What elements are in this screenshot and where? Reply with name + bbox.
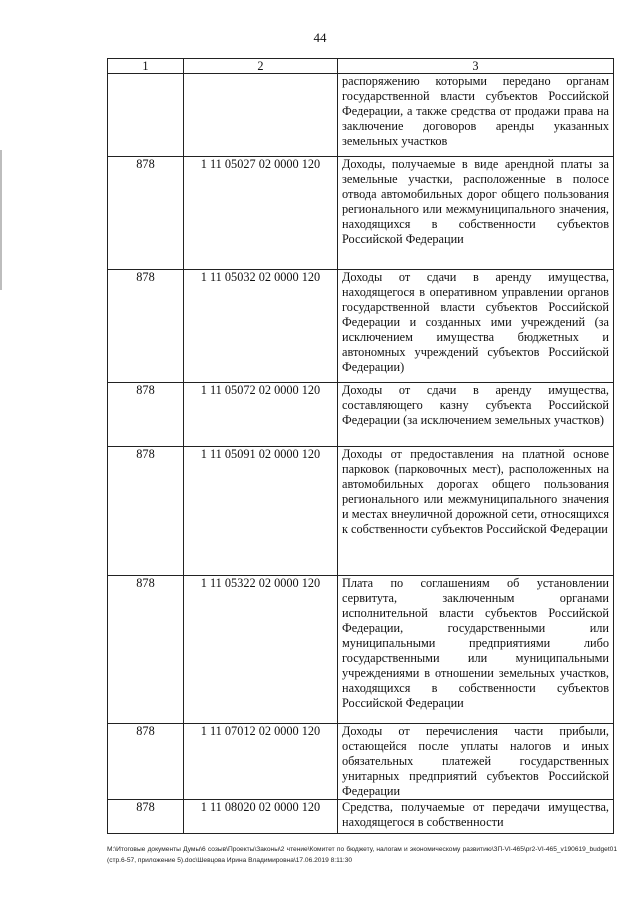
revenue-description-cell: Доходы от предоставления на платной основе парковок (парковочных мест), расположенных на автомобильных дорогах общего пользования регионального или межмуниципального значения и местах внеуличной дорожной сети, относящихся к собственности субъектов Российской Федерации [338, 447, 614, 576]
revenue-code-cell: 1 11 08020 02 0000 120 [184, 800, 338, 834]
document-file-path-footer: M:\Итоговые документы Думы\6 созыв\Проекты\Законы\2 чтение\Комитет по бюджету, налогам и экономическому развитию\ЗП-VI-465\pr2-VI-465_v190619_budget01 (стр.6-57, приложение 5).doc\Шевцова Ирина Владимировна\17.06.2019 8:11:30 [107, 846, 617, 864]
revenue-code-cell: 1 11 05091 02 0000 120 [184, 447, 338, 576]
table-row [108, 157, 614, 270]
admin-code-cell [108, 74, 184, 157]
revenue-description-cell: Доходы от сдачи в аренду имущества, находящегося в оперативном управлении органов государственной власти субъектов Российской Федерации и созданных ими учреждений (за исключением имущества бюджетных и автономных учреждений субъектов Российской Федерации) [338, 270, 614, 383]
column-header-2: 2 [184, 59, 338, 74]
revenue-description-cell: Доходы от перечисления части прибыли, остающейся после уплаты налогов и иных обязательных платежей государственных унитарных предприятий субъектов Российской Федерации [338, 724, 614, 800]
column-header-1: 1 [108, 59, 184, 74]
table-row [108, 800, 614, 834]
revenue-code-cell: 1 11 05027 02 0000 120 [184, 157, 338, 270]
table-row [108, 74, 614, 157]
admin-code-cell: 878 [108, 157, 184, 270]
revenue-description-cell: Доходы от сдачи в аренду имущества, составляющего казну субъекта Российской Федерации (за исключением земельных участков) [338, 383, 614, 447]
revenue-description-cell: Средства, получаемые от передачи имущества, находящегося в собственности [338, 800, 614, 834]
page-number: 44 [313, 30, 327, 45]
revenue-code-cell [184, 74, 338, 157]
revenue-codes-table [107, 58, 614, 834]
column-header-3: 3 [338, 59, 614, 74]
admin-code-cell: 878 [108, 447, 184, 576]
admin-code-cell: 878 [108, 800, 184, 834]
revenue-description-cell: Плата по соглашениям об установлении сервитута, заключенным органами исполнительной власти субъектов Российской Федерации, государственными или муниципальными предприятиями либо государственными или муниципальными учреждениями в отношении земельных участков, находящихся в собственности субъектов Российской Федерации [338, 576, 614, 724]
revenue-description-cell: Доходы, получаемые в виде арендной платы за земельные участки, расположенные в полосе отвода автомобильных дорог общего пользования регионального или межмуниципального значения, находящихся в собственности субъектов Российской Федерации [338, 157, 614, 270]
table-row [108, 724, 614, 800]
table-row [108, 576, 614, 724]
admin-code-cell: 878 [108, 576, 184, 724]
scan-edge-mark [0, 150, 2, 290]
table-row [108, 270, 614, 383]
table-row [108, 383, 614, 447]
admin-code-cell: 878 [108, 724, 184, 800]
admin-code-cell: 878 [108, 270, 184, 383]
revenue-description-cell: распоряжению которыми передано органам государственной власти субъектов Российской Федерации, а также средства от продажи права на заключение договоров аренды указанных земельных участков [338, 74, 614, 157]
table-header-row [108, 59, 614, 74]
admin-code-cell: 878 [108, 383, 184, 447]
revenue-code-cell: 1 11 07012 02 0000 120 [184, 724, 338, 800]
revenue-code-cell: 1 11 05322 02 0000 120 [184, 576, 338, 724]
revenue-code-cell: 1 11 05032 02 0000 120 [184, 270, 338, 383]
table-row [108, 447, 614, 576]
revenue-code-cell: 1 11 05072 02 0000 120 [184, 383, 338, 447]
